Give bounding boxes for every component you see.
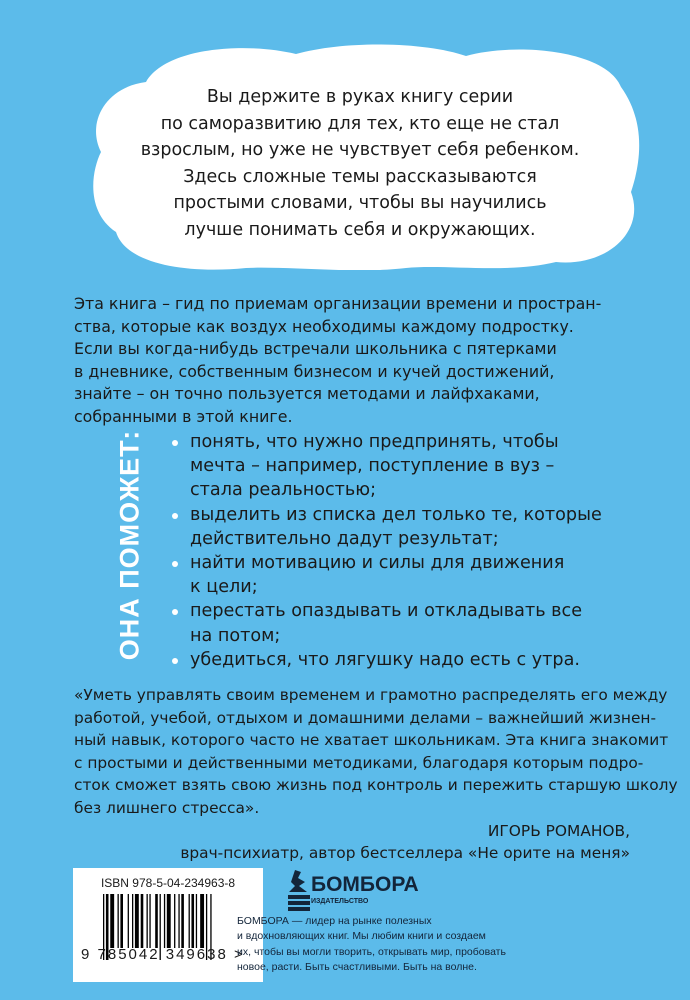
barcode-bar bbox=[132, 894, 133, 948]
barcode-bar bbox=[181, 894, 184, 948]
text-line: простыми словами, чтобы вы научились bbox=[173, 193, 547, 213]
text-line: ства, которые как воздух необходимы каждому подростку. bbox=[74, 316, 574, 336]
text-line: действительно дадут результат; bbox=[190, 528, 499, 549]
helps-list bbox=[172, 430, 602, 672]
text-line: перестать опаздывать и откладывать все bbox=[190, 601, 583, 622]
text-line: лучше понимать себя и окружающих. bbox=[184, 219, 536, 240]
barcode-bar bbox=[178, 894, 179, 948]
text-line: в дневнике, собственным бизнесом и кучей достижений, bbox=[74, 361, 555, 381]
text-line: с простыми и действенными методиками, благодаря которым подро- bbox=[74, 753, 644, 772]
text-line: Здесь сложные темы рассказываются bbox=[183, 166, 537, 187]
text-line: собранными в этой книге. bbox=[74, 406, 293, 426]
barcode-bar bbox=[135, 894, 139, 948]
list-item bbox=[172, 551, 602, 599]
list-item bbox=[172, 648, 602, 672]
barcode-bar bbox=[118, 894, 119, 948]
text-line: по саморазвитию для тех, кто еще не стал bbox=[160, 113, 560, 134]
text-line: Эта книга – гид по приемам организации времени и простран- bbox=[74, 294, 602, 313]
text-line: и вдохновляющих книг. Мы любим книги и создаем bbox=[237, 930, 486, 943]
quote-author bbox=[180, 820, 630, 864]
barcode-digits: 9 785042 349638 > bbox=[81, 946, 245, 963]
publisher-name: БОМБОРА bbox=[311, 873, 419, 896]
author-name: ИГОРЬ РОМАНОВ, bbox=[487, 822, 630, 840]
barcode-bar bbox=[191, 894, 194, 948]
text-line: их, чтобы вы могли творить, открывать мир, пробовать bbox=[237, 945, 506, 958]
list-item bbox=[172, 599, 602, 647]
text-line: взрослым, но уже не чувствует себя ребенком. bbox=[140, 140, 580, 160]
barcode-bar bbox=[155, 894, 158, 948]
publisher-sub: ИЗДАТЕЛЬСТВО bbox=[311, 898, 369, 905]
barcode-bar bbox=[200, 894, 204, 948]
cloud-text bbox=[120, 84, 600, 243]
text-line: новое, расти. Быть счастливыми. Быть на волне. bbox=[237, 960, 477, 973]
publisher-about bbox=[237, 914, 506, 975]
barcode-bar bbox=[147, 894, 148, 948]
barcode-box bbox=[73, 868, 263, 982]
barcode-bar bbox=[120, 894, 123, 948]
text-line: найти мотивацию и силы для движения bbox=[190, 553, 565, 574]
text-line: «Уметь управлять своим временем и грамотно распределять его между bbox=[74, 686, 668, 704]
text-line: выделить из списка дел только те, которые bbox=[190, 504, 602, 525]
text-line: стала реальностью; bbox=[190, 480, 377, 501]
text-line: к цели; bbox=[190, 577, 258, 598]
text-line: мечта – например, поступление в вуз – bbox=[190, 456, 555, 477]
barcode-bar bbox=[174, 894, 175, 948]
barcode-bar bbox=[128, 894, 129, 948]
intro-paragraph bbox=[74, 293, 601, 428]
text-line: знайте – он точно пользуется методами и лайфхаками, bbox=[74, 384, 540, 403]
text-line: Если вы когда-нибудь встречали школьника с пятерками bbox=[74, 339, 557, 358]
barcode-bar bbox=[167, 894, 171, 948]
text-line: БОМБОРА — лидер на рынке полезных bbox=[237, 915, 432, 927]
barcode-bar bbox=[110, 894, 114, 948]
text-line: Вы держите в руках книгу серии bbox=[206, 87, 514, 107]
text-line: сток сможет взять свою жизнь под контроль и пережить старшую школу bbox=[74, 776, 678, 794]
review-quote bbox=[74, 684, 678, 819]
list-item bbox=[172, 503, 602, 551]
helps-heading: ОНА ПОМОЖЕТ: bbox=[114, 429, 145, 661]
list-item bbox=[172, 430, 602, 503]
barcode-bar bbox=[164, 894, 165, 948]
text-line: понять, что нужно предпринять, чтобы bbox=[190, 432, 559, 452]
author-title: врач-психиатр, автор бестселлера «Не орите на меня» bbox=[180, 844, 630, 862]
barcode-bar bbox=[189, 894, 190, 948]
text-line: на потом; bbox=[190, 625, 281, 646]
text-line: убедиться, что лягушку надо есть с утра. bbox=[190, 649, 580, 670]
barcode-bar bbox=[149, 894, 150, 948]
barcode-bar bbox=[141, 894, 144, 948]
barcode-bar bbox=[196, 894, 197, 948]
text-line: без лишнего стресса». bbox=[74, 798, 260, 817]
text-line: ный навык, которого часто не хватает школьникам. Эта книга знакомит bbox=[74, 731, 669, 749]
isbn-text: ISBN 978-5-04-234963-8 bbox=[100, 876, 236, 890]
text-line: работой, учебой, отдыхом и домашними делами – важнейший жизнен- bbox=[74, 708, 657, 727]
